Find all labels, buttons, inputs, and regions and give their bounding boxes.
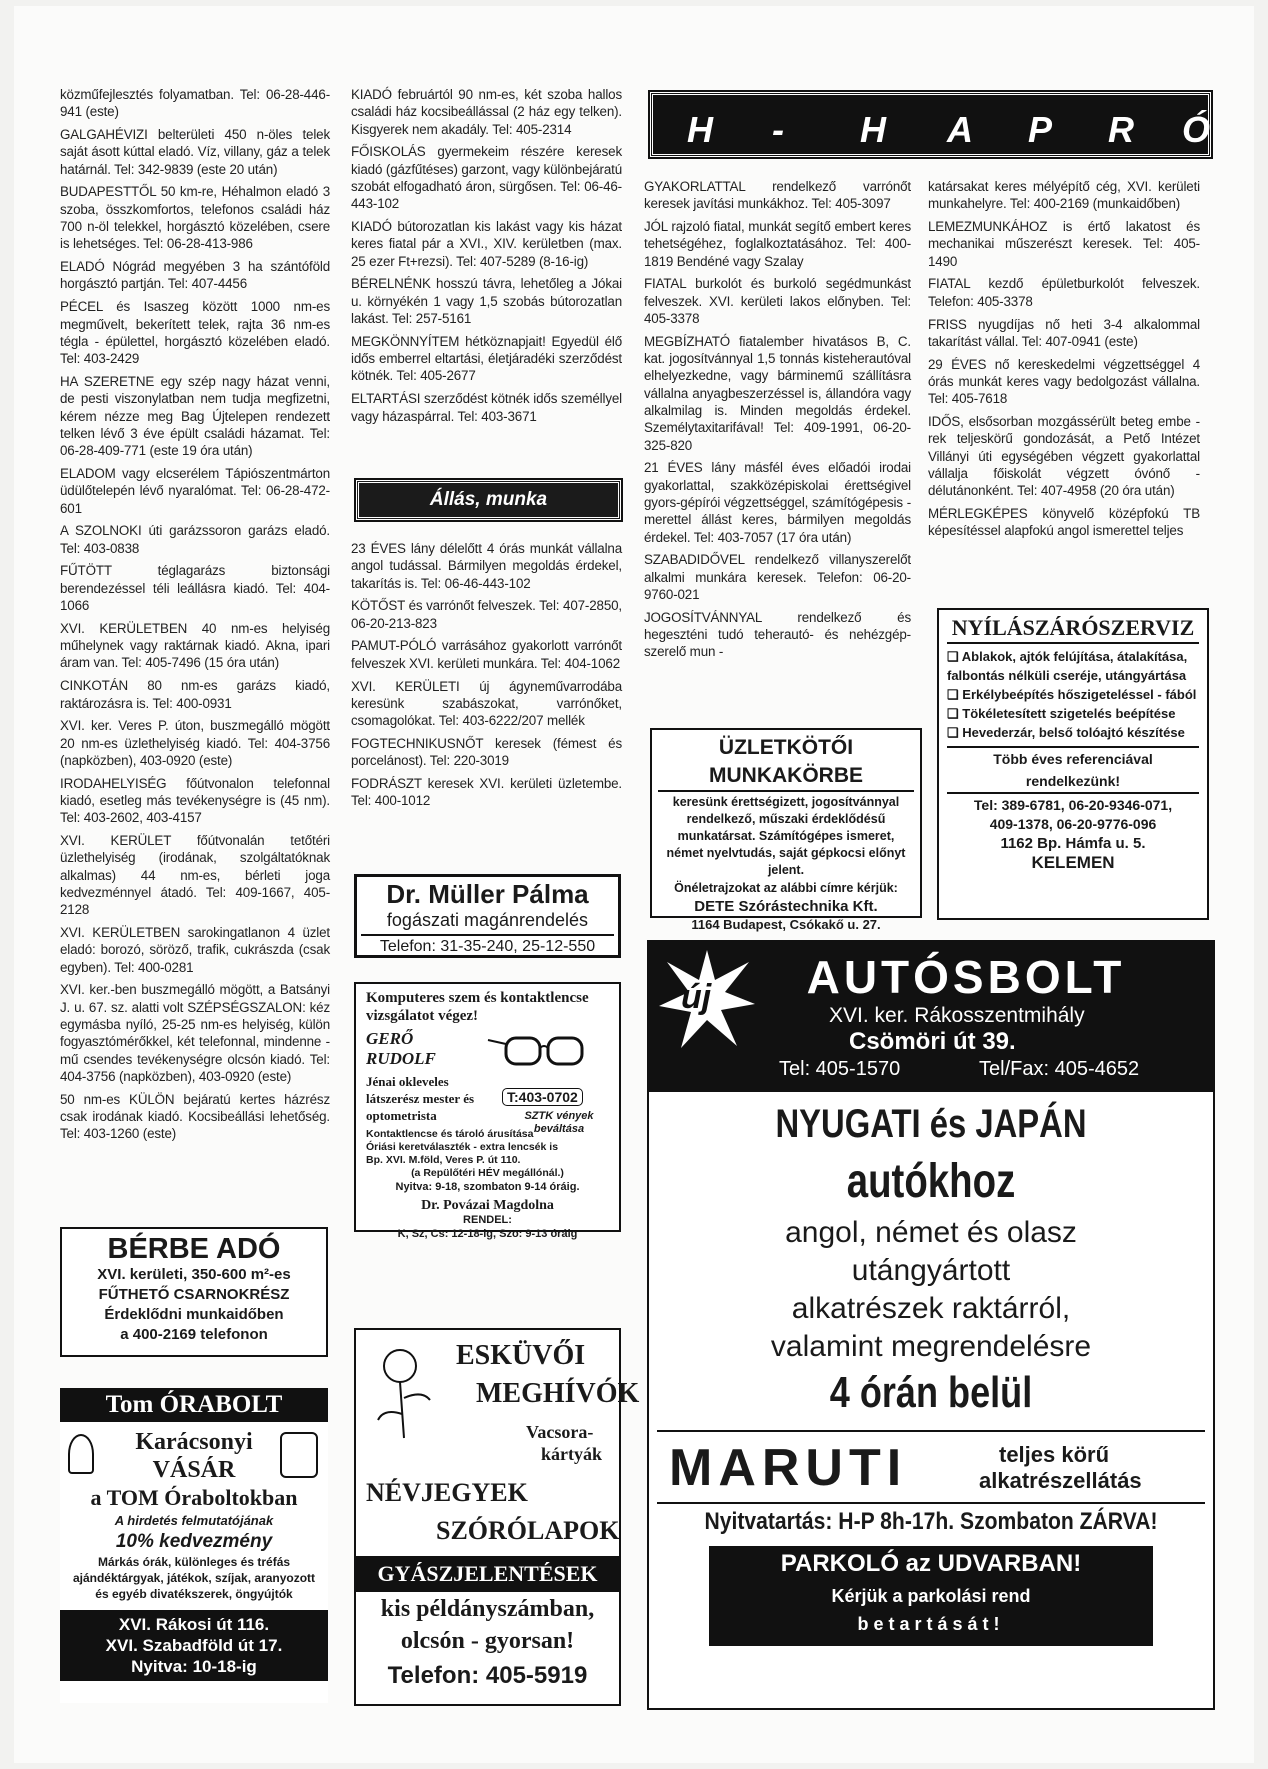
classifieds-column-3 xyxy=(644,178,911,666)
optika-line5: Bp. XVI. M.föld, Veres P. út 110. xyxy=(366,1154,521,1166)
eskuvo-line5: NÉVJEGYEK xyxy=(366,1478,528,1507)
ad-col2b-5: FOGTECHNIKUSNŐT keresek (fémest és porcelánost). Tel: 220-3019 xyxy=(351,735,622,769)
ad-col2-3: KIADÓ bútorozatlan kis lakást vagy kis házat keres fiatal pár a XVI., XIV. kerületben (max. 25 ezer Ft+rezsi). Tel: 407-5289 (8-16-ig) xyxy=(351,219,622,269)
uzlet-line3: DETE Szórástechnika Kft. xyxy=(694,898,878,915)
nyil-item-2 xyxy=(947,685,1199,704)
optika-line1: Komputeres szem és kontaktlencse vizsgálatot végez! xyxy=(366,990,589,1024)
uzlet-line4: 1164 Budapest, Csókakő u. 27. xyxy=(691,917,881,932)
ad-col2-2: FŐISKOLÁS gyermekeim részére keresek kiadó (gázfűtéses) garzont, vagy különbejáratú szobát elfogadható áron, sürgősen. Tel: 06-46-443-102 xyxy=(351,144,622,212)
eskuvo-line7: GYÁSZJELENTÉSEK xyxy=(356,1556,619,1592)
auto-line9: alkatrészek raktárról, xyxy=(791,1292,1071,1325)
optika-line9: RENDEL: xyxy=(463,1214,512,1226)
hh-letter: H xyxy=(860,109,886,150)
ad-col2b-2: KÖTŐST és varrónőt felveszek. Tel: 407-2850, 06-20-213-823 xyxy=(351,598,622,631)
uzlet-title: ÜZLETKÖTŐI MUNKAKÖRBE xyxy=(658,734,914,792)
rose-icon xyxy=(370,1338,450,1448)
ad-col1-11: CINKOTÁN 80 nm-es garázs kiadó, raktározásra is. Tel: 400-0931 xyxy=(60,678,330,711)
optika-line8: Dr. Povázai Magdolna xyxy=(421,1198,554,1213)
muller-ad xyxy=(354,874,621,958)
auto-line15: Nyitvatartás: H-P 8h-17h. Szombaton ZÁRVA! xyxy=(704,1508,1158,1535)
auto-line11: 4 órán belül xyxy=(829,1368,1033,1417)
nyil-line4: 1162 Bp. Hámfa u. 5. xyxy=(1000,835,1146,852)
eskuvo-line9: olcsón - gyorsan! xyxy=(400,1628,575,1654)
glasses-icon xyxy=(486,1030,596,1070)
berbe-line2: FŰTHETŐ CSARNOKRÉSZ xyxy=(98,1286,290,1303)
ora-line9: Nyitva: 10-18-ig xyxy=(131,1657,257,1676)
classifieds-column-2 xyxy=(351,86,622,430)
ad-col3-6: SZABADIDŐVEL rendelkező villanyszerelőt alkalmi munkára keresek. Telefon: 06-20-9760-021 xyxy=(644,552,911,603)
ad-col1-14: XVI. KERÜLET főútvonalán tetőtéri üzlethelyiség (irodának, szolgáltatóknak alkalmas) 44 nm-es, bérleti joga kedvezménnyel átadó. Tel: 409-1667, 405-2128 xyxy=(60,833,330,918)
nyil-line5: KELEMEN xyxy=(1031,853,1115,872)
ad-col4-4: FRISS nyugdíjas nő heti 3-4 alkalommal takarítást vállal. Tel: 407-0941 (este) xyxy=(928,316,1200,349)
ad-col3-5: 21 ÉVES lány másfél éves előadói irodai gyakorlattal, szakközépiskolai érettségivel gyors-gépírói végzettséggel, számítógépesis - merettel állást keres, bármilyen megoldás érdekel. Tel: 403-7057 (17 óra után) xyxy=(644,460,911,545)
auto-line12: MARUTI xyxy=(669,1439,908,1497)
ad-col3-3: FIATAL burkolót és burkoló segédmunkást felveszek. XVI. kerületi lakos előnyben. Tel: 405-3378 xyxy=(644,276,911,327)
hh-letter: Ó xyxy=(1181,109,1210,150)
ad-col1-9: FŰTÖTT téglagarázs biztonsági berendezéssel téli leállásra kiadó. Tel: 404-1066 xyxy=(60,563,330,614)
ad-col4-1: katársakat keres mélyépítő cég, XVI. kerületi munkahelyre. Tel: 400-2169 (munkaidőben) xyxy=(928,179,1200,212)
oraboltad xyxy=(60,1388,328,1703)
classifieds-column-4 xyxy=(928,178,1200,545)
optika-name1: GERŐ xyxy=(366,1029,414,1048)
hh-letter: R xyxy=(1108,109,1134,150)
ad-col1-15: XVI. KERÜLETBEN sarokingatlanon 4 üzlet eladó: borozó, söröző, trafik, cukrászda (csak egyben). Tel: 400-0281 xyxy=(60,925,330,975)
auto-line6: autókhoz xyxy=(846,1155,1016,1208)
auto-new: új xyxy=(681,978,712,1016)
nyil-item-4 xyxy=(947,723,1199,742)
auto-line1: XVI. ker. Rákosszentmihály xyxy=(829,1004,1085,1027)
auto-line14: alkatrészellátás xyxy=(979,1468,1142,1493)
muller-title: Dr. Müller Pálma xyxy=(386,879,589,909)
ad-col4-7: MÉRLEGKÉPES könyvelő középfokú TB képesítéssel alapfokú angol ismerettel teljes xyxy=(928,506,1200,539)
checkbox-icon: ❑ xyxy=(947,687,963,702)
eskuvo-line1: ESKÜVŐI xyxy=(456,1340,586,1371)
ad-col1-6: HA SZERETNE egy szép nagy házat venni, de pesti viszonylatban nem tudja megfizetni, kérem nézze meg Bag Újtelepen rendezett telken lévő 3 éve épült családi házamat. Tel: 06-28-409-771 (este 19 óra után) xyxy=(60,373,330,459)
ad-col3-7: JOGOSÍTVÁNNYAL rendelkező és hegeszténi tudó teherautó- és nehézgép-szerelő mun - xyxy=(644,609,911,660)
auto-divider-2 xyxy=(657,1502,1205,1504)
optika-line3: Kontaktlencse és tároló árusítása xyxy=(366,1128,534,1140)
auto-line18: betartását! xyxy=(857,1614,1005,1634)
ad-col1-3: BUDAPESTTŐL 50 km-re, Héhalmon eladó 3 szoba, összkomfortos, telefonos családi ház 700 n-öl telekkel, horgásztó közelében, csere is lehetséges. Tel: 06-28-413-986 xyxy=(60,184,330,252)
ad-col4-3: FIATAL kezdő épületburkolót felveszek. Telefon: 405-3378 xyxy=(928,276,1200,309)
optika-ad xyxy=(354,982,621,1240)
hh-apro-header xyxy=(650,92,1211,157)
ad-col2-4: BÉRELNÉNK hosszú távra, lehetőleg a Jókai u. környékén 1 vagy 1,5 szobás bútorozatlan lakást. Tel: 257-5161 xyxy=(351,276,622,327)
ora-line2: VÁSÁR xyxy=(152,1457,236,1483)
hh-letter: H xyxy=(687,109,713,150)
hh-letter: A xyxy=(947,109,973,150)
ad-col1-12: XVI. ker. Veres P. úton, buszmegálló mögött 20 nm-es üzlethelyiség kiadó. Tel: 404-3756 (napközben), 403-0920 (este) xyxy=(60,718,330,768)
ad-col2b-6: FODRÁSZT keresek XVI. kerületi üzletembe. Tel: 400-1012 xyxy=(351,776,622,809)
autosbolt-ad xyxy=(647,940,1215,1710)
berbe-line3: Érdeklődni munkaidőben xyxy=(104,1306,284,1323)
ora-line6: Márkás órák, különleges és tréfás ajándéktárgyak, játékok, szíjak, aranyozott és egyéb divatékszerek, öngyújtók xyxy=(72,1555,316,1601)
auto-line3: Tel: 405-1570 xyxy=(779,1058,901,1080)
ora-address-block xyxy=(60,1610,328,1681)
ad-col2-6: ELTARTÁSI szerződést kötnék idős személlyel vagy házaspárral. Tel: 403-3671 xyxy=(351,391,622,424)
berbe-line1: XVI. kerületi, 350-600 m²-es xyxy=(97,1266,291,1283)
nyil-item-1 xyxy=(947,647,1199,685)
checkbox-icon: ❑ xyxy=(947,649,962,664)
ad-col4-5: 29 ÉVES nő kereskedelmi végzettséggel 4 órás munkát keres vagy bedolgozást vállalna. Tel: 405-7618 xyxy=(928,356,1200,407)
auto-line7: angol, német és olasz xyxy=(785,1216,1077,1249)
ora-line1: Karácsonyi xyxy=(135,1429,253,1455)
nyil-item-1-text: Ablakok, ajtók felújítása, átalakítása, falbontás nélküli cseréje, utángyártása xyxy=(947,649,1188,683)
uzlet-line1: keresünk érettségizett, jogosítvánnyal rendelkező, műszaki érdeklődésű munkatársat. Számítógépes ismeret, német nyelvtudás, saját gépkocsi előnyt jelent. xyxy=(666,795,906,877)
auto-line5: NYUGATI és JAPÁN xyxy=(775,1102,1087,1146)
ad-col1-2: GALGAHÉVIZI belterületi 450 n-öles telek saját ásott kúttal eladó. Víz, villany, gáz a telek határnál. Tel: 342-9839 (este 20 után) xyxy=(60,127,330,177)
optika-phone: T:403-0702 xyxy=(502,1088,583,1106)
clock-icon xyxy=(68,1434,94,1474)
ad-col2-1: KIADÓ februártól 90 nm-es, két szoba hallos családi ház kocsibeállással (2 ház egy telken). Kisgyerek nem akadály. Tel: 405-2314 xyxy=(351,87,622,137)
berbe-ado-ad xyxy=(60,1227,328,1357)
uzlet-line2: Önéletrajzokat az alábbi címre kérjük: xyxy=(674,881,898,895)
nyil-item-4-text: Hevederzár, belső tolóajtó készítése xyxy=(962,725,1185,740)
hh-letter: P xyxy=(1027,109,1052,150)
optika-sztk: SZTK vények beváltása xyxy=(524,1110,594,1135)
optika-line7: Nyitva: 9-18, szombaton 9-14 óráig. xyxy=(395,1181,580,1193)
optika-line4: Óriási keretválaszték - extra lencsék is xyxy=(366,1141,559,1153)
ad-col1-16: XVI. ker.-ben buszmegálló mögött, a Batsányi J. u. 67. sz. alatti volt SZÉPSÉGSZALON: kéz egymásba nyíló, 25-25 nm-es helyiség, külön fogyasztómérőkkel, két telefonnal, mindenne - mű csendes tevékenységre olcsón kiadó. Tel: 404-3756 (napközben), 403-0920 (este) xyxy=(60,982,330,1084)
nyilaszaro-ad xyxy=(937,608,1209,920)
nyil-item-3-text: Tökéletesített szigetelés beépítése xyxy=(962,706,1176,721)
ora-line5: 10% kedvezmény xyxy=(115,1531,273,1552)
ad-col4-6: IDŐS, elsősorban mozgássérült beteg embe - rek teljeskörű gondozását, a Pető Intézet Villányi úti egységében végzett gyakorlattal vállalja főiskolát végzett óvónő - délutánonként. Tel: 407-4958 (20 óra után) xyxy=(928,414,1200,499)
nyil-title: NYÍLÁSZÁRÓSZERVIZ xyxy=(947,614,1199,644)
auto-divider xyxy=(657,1430,1205,1432)
ora-line3: a TOM Óraboltokban xyxy=(90,1485,298,1510)
auto-parking-block xyxy=(709,1546,1153,1646)
hh-letter: - xyxy=(772,109,784,150)
classifieds-column-1 xyxy=(60,86,330,1148)
auto-title: AUTÓSBOLT xyxy=(806,951,1126,1003)
ad-col3-2: JÓL rajzoló fiatal, munkát segítő embert keres tehetségéhez, foglalkoztatásához. Tel: 400-1819 Bendéné vagy Szalay xyxy=(644,219,911,269)
eskuvo-line10: Telefon: 405-5919 xyxy=(387,1662,588,1689)
eskuvo-line8: kis példányszámban, xyxy=(380,1596,595,1622)
classifieds-column-2b xyxy=(351,540,622,815)
auto-line2: Csömöri út 39. xyxy=(849,1028,1016,1055)
ora-line8: XVI. Szabadföld út 17. xyxy=(105,1636,283,1655)
auto-line4: Tel/Fax: 405-4652 xyxy=(979,1058,1140,1080)
auto-line16: PARKOLÓ az UDVARBAN! xyxy=(780,1550,1082,1577)
ad-col3-1: GYAKORLATTAL rendelkező varrónőt keresek javítási munkákhoz. Tel: 405-3097 xyxy=(644,179,911,212)
ad-col1-4: ELADÓ Nógrád megyében 3 ha szántóföld horgásztó partján. Tel: 407-4456 xyxy=(60,259,330,292)
ad-col2-5: MEGKÖNNYÍTEM hétköznapjait! Egyedül élő idős emberrel eltartási, életjáradéki szerződést kötnék. Tel: 405-2677 xyxy=(351,333,622,384)
berbe-title: BÉRBE ADÓ xyxy=(107,1233,281,1265)
ad-col2b-1: 23 ÉVES lány délelőtt 4 órás munkát vállalna angol tudással. Bármilyen megoldás érdekel, takarítás is. Tel: 06-46-443-102 xyxy=(351,541,622,591)
optika-line2: Jénai okleveles látszerész mester és optometrista xyxy=(366,1074,475,1123)
bell-clock-icon xyxy=(280,1432,318,1478)
checkbox-icon: ❑ xyxy=(947,706,963,721)
ad-col2b-4: XVI. KERÜLETI új ágyneművarrodába keresünk szabászokat, varrónőket, csomagolókat. Tel: 403-6222/207 mellék xyxy=(351,678,622,729)
ad-col1-8: A SZOLNOKI úti garázssoron garázs eladó. Tel: 403-0838 xyxy=(60,523,330,556)
auto-line8: utángyártott xyxy=(851,1254,1011,1287)
ad-col1-17: 50 nm-es KÜLÖN bejáratú kertes házrész csak irodának kiadó. Kocsibeállási lehetőség. Tel: 403-1260 (este) xyxy=(60,1091,330,1142)
eskuvo-ad xyxy=(354,1328,640,1706)
ad-col1-5: PÉCEL és Isaszeg között 1000 nm-es megművelt, bekerített telek, rajta 36 nm-es tégla - épülettel, horgásztó közelében eladó. Tel: 403-2429 xyxy=(60,299,330,367)
auto-line13: teljes körű xyxy=(999,1442,1110,1467)
ad-col1-7: ELADOM vagy elcserélem Tápiószentmárton üdülőtelepén lévő nyaralómat. Tel: 06-28-472-601 xyxy=(60,465,330,516)
auto-line10: valamint megrendelésre xyxy=(770,1330,1092,1363)
nyil-line1: Több éves referenciával rendelkezünk! xyxy=(947,746,1199,794)
ora-title: Tom ÓRABOLT xyxy=(60,1388,328,1422)
ad-col2b-3: PAMUT-PÓLÓ varrásához gyakorlott varrónőt felveszek XVI. kerületi munkára. Tel: 404-1062 xyxy=(351,638,622,671)
ora-line4: A hirdetés felmutatójának xyxy=(114,1513,274,1528)
eskuvo-line4: kártyák xyxy=(541,1444,603,1464)
optika-line6: (a Repülőtéri HÉV megállónál.) xyxy=(411,1167,564,1179)
ora-line7: XVI. Rákosi út 116. xyxy=(118,1615,270,1634)
optika-line10: K, Sz, Cs: 12-18-ig, Szo: 9-13 óráig xyxy=(397,1228,578,1240)
auto-line17: Kérjük a parkolási rend xyxy=(831,1586,1031,1606)
eskuvo-line2: MEGHÍVÓK xyxy=(476,1378,640,1409)
nyil-item-3 xyxy=(947,704,1199,723)
nyil-item-2-text: Erkélybeépítés hőszigeteléssel - fából xyxy=(962,687,1197,702)
ad-col1-1: közműfejlesztés folyamatban. Tel: 06-28-446-941 (este) xyxy=(60,87,330,120)
uzletkotoi-ad xyxy=(650,728,922,932)
muller-line2: Telefon: 31-35-240, 25-12-550 xyxy=(361,934,614,958)
allas-munka-banner: Állás, munka xyxy=(356,480,621,520)
eskuvo-line6: SZÓRÓLAPOK xyxy=(436,1516,620,1545)
checkbox-icon: ❑ xyxy=(947,725,963,740)
ad-col4-2: LEMEZMUNKÁHOZ is értő lakatost és mechanikai műszerészt keresek. Tel: 405-1490 xyxy=(928,219,1200,269)
ad-col3-4: MEGBÍZHATÓ fiatalember hivatásos B, C. kat. jogosítvánnyal 1,5 tonnás kisteherautóval elhelyezkedne, vagy bárminemű szállításra vállalna anyagbeszerzéssel is, állandóra vagy alkalmilag is. Minden megoldás érdekel. Személytaxitarifával! Tel: 409-1991, 06-20-325-820 xyxy=(644,333,911,453)
nyil-line2: Tel: 389-6781, 06-20-9346-071, xyxy=(973,797,1173,813)
nyil-line3: 409-1378, 06-20-9776-096 xyxy=(989,816,1157,832)
ad-col1-13: IRODAHELYISÉG főútvonalon telefonnal kiadó, esetleg más tevékenységre is (45 nm). Tel: 403-2602, 403-4157 xyxy=(60,775,330,826)
berbe-line4: a 400-2169 telefonon xyxy=(120,1326,268,1343)
ad-col1-10: XVI. KERÜLETBEN 40 nm-es helyiség műhelynek vagy raktárnak kiadó. Akna, ipari áram van. Tel: 405-7496 (15 óra után) xyxy=(60,620,330,671)
eskuvo-line3: Vacsora- xyxy=(526,1422,594,1442)
optika-name2: RUDOLF xyxy=(366,1049,436,1068)
muller-line1: fogászati magánrendelés xyxy=(386,910,589,930)
